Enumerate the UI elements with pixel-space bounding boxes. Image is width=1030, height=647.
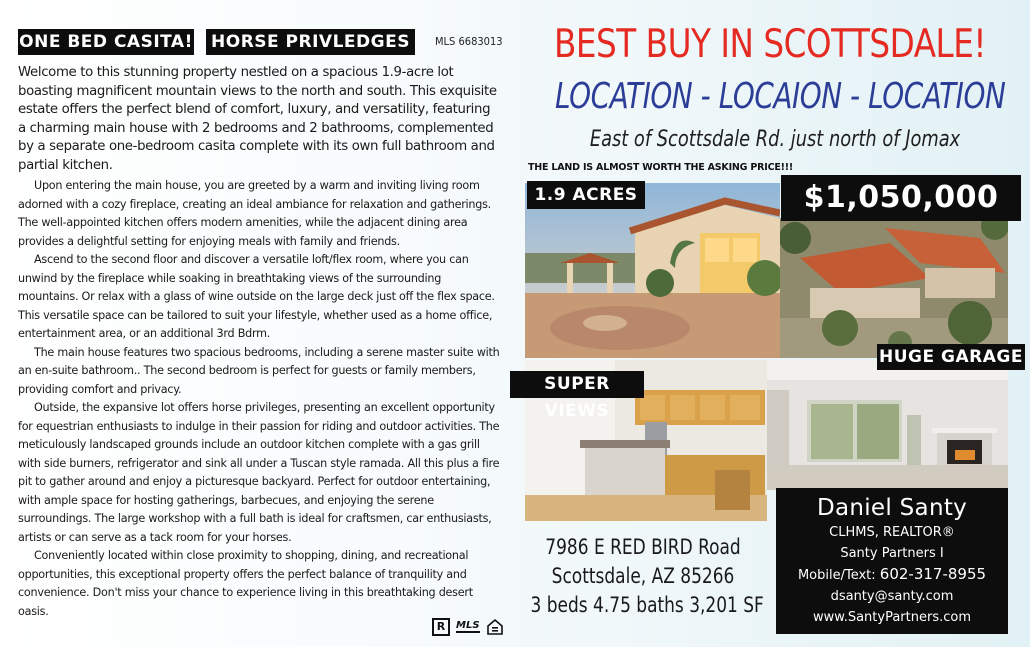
photo-exterior-patio — [525, 183, 780, 358]
price-tag: $1,050,000 — [781, 175, 1021, 221]
paragraph-second-floor: Ascend to the second floor and discover a versatile loft/flex room, where you can unwind by the fireplace while soaking in breathtaking views of the surrounding mountains. Or relax with a glass of wine outside on the large deck just off the flex space. This versatile space can be tailored to suit your lifestyle, whether used as a home office, entertainment area, or an additional 3rd Bdrm. — [18, 253, 495, 340]
paragraph-main-house: Upon entering the main house, you are greeted by a warm and inviting living room adorned with a cozy fireplace, creating an ideal ambiance for relaxation and gatherings. The well-appointed kitchen offers modern amenities, while the adjacent dining area provides a delightful setting for enjoying meals with family and friends. — [18, 179, 491, 248]
paragraph-outside: Outside, the expansive lot offers horse privileges, presenting an excellent opportunity for equestrian enthusiasts to indulge in their passion for riding and outdoor activities. The meticulously landscaped grounds include an outdoor kitchen complete with a gas grill with side burners, refrigerator and sink all under a Tuscan style ramada. All this plus a fire pit to gather around and enjoy a picturesque backyard. Perfect for outdoor entertaining, with ample space for hosting gatherings, barbecues, and enjoying the serene surroundings. The large workshop with a full bath is ideal for craftsmen, car enthusiasts, artists or can serve as a tack room for your horses. — [18, 401, 500, 544]
intro-paragraph: Welcome to this stunning property nestled on a spacious 1.9-acre lot boasting magnificent mountain views to the north and south. This exquisite estate offers the perfect blend of comfort, luxury, and versatility, featuring a charming main house with 2 bedrooms and 2 bathrooms, complemented by a separate one-bedroom casita complete with its own full bathroom and partial kitchen. — [18, 65, 497, 173]
agent-phone-label: Mobile/Text: — [797, 568, 876, 583]
agent-email[interactable]: dsanty@santy.com — [830, 589, 954, 604]
agent-company: Santy Partners I — [840, 546, 944, 561]
photo-living-room — [767, 360, 1008, 490]
agent-website[interactable]: www.SantyPartners.com — [813, 610, 971, 625]
agent-phone-line — [776, 564, 1008, 586]
description-body — [18, 177, 500, 621]
land-value-note: THE LAND IS ALMOST WORTH THE ASKING PRICE!!! — [528, 162, 794, 173]
photo-aerial — [780, 218, 1008, 358]
agent-name: Daniel Santy — [816, 495, 968, 521]
views-tag: SUPER VIEWS — [510, 371, 644, 398]
horse-badge: HORSE PRIVLEDGES — [206, 29, 415, 55]
property-specs: 3 beds 4.75 baths 3,201 SF — [530, 593, 764, 617]
location-line: LOCATION - LOCAION - LOCATION — [555, 76, 1006, 117]
garage-tag: HUGE GARAGE — [877, 344, 1025, 370]
property-address — [518, 533, 768, 620]
agent-phone[interactable]: 602-317-8955 — [879, 565, 987, 583]
paragraph-location: Conveniently located within close proximity to shopping, dining, and recreational opportunities, this exceptional property offers the perfect balance of tranquility and convenience. Don't miss your chance to experience living in this breathtaking desert oasis. — [18, 549, 473, 618]
headline: BEST BUY IN SCOTTSDALE! — [553, 22, 987, 67]
agent-title: CLHMS, REALTOR® — [829, 525, 955, 540]
mls-logo: MLS — [456, 620, 480, 631]
paragraph-bedrooms: The main house features two spacious bedrooms, including a serene master suite with an en-suite bathroom.. The second bedroom is perfect for guests or family members, providing comfort and privacy. — [18, 345, 500, 396]
acres-tag: 1.9 ACRES — [527, 181, 645, 209]
city-state-zip: Scottsdale, AZ 85266 — [551, 564, 735, 588]
logos — [432, 615, 504, 638]
street-address: 7986 E RED BIRD Road — [545, 535, 741, 559]
realtor-logo: R — [432, 618, 450, 636]
casita-badge: ONE BED CASITA! — [18, 29, 194, 55]
equal-housing-icon — [486, 618, 504, 636]
mls-number: MLS 6683013 — [435, 35, 503, 48]
agent-card — [776, 488, 1008, 634]
directions-line: East of Scottsdale Rd. just north of Jomax — [589, 127, 961, 152]
